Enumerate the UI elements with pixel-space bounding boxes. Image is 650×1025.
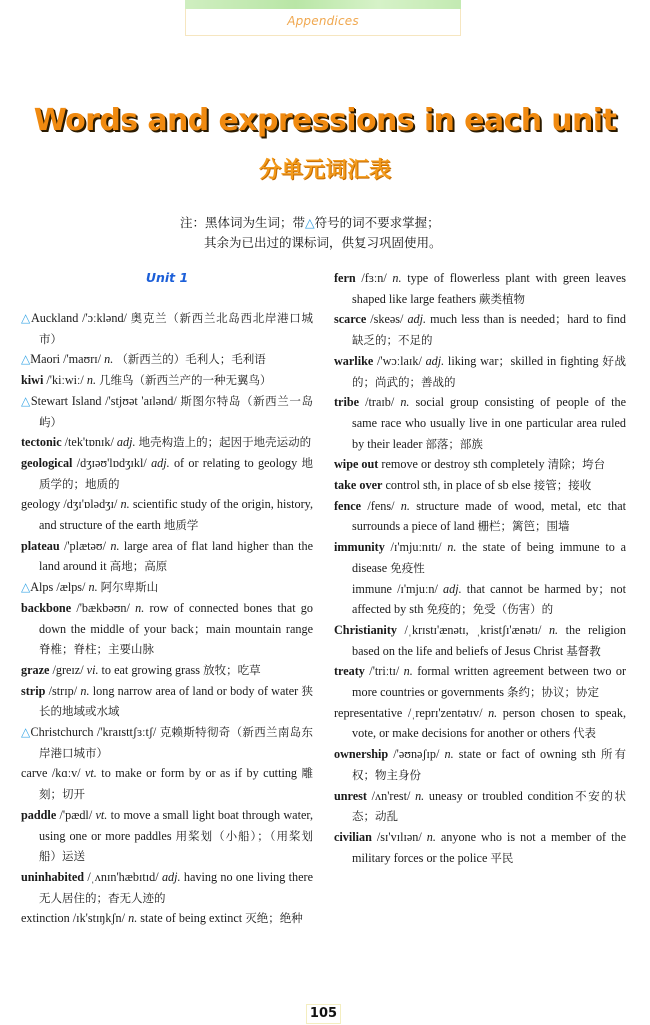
entry-part-of-speech: n. [135, 600, 145, 615]
vocabulary-entry [334, 475, 626, 496]
entry-headword: Christianity [334, 622, 397, 637]
entry-phonetic: /ˌkrɪstɪ'ænətɪ, ˌkristʃɪ'ænətɪ/ [396, 622, 549, 637]
header-section-tab [185, 9, 461, 36]
vocabulary-entry [21, 867, 313, 908]
entry-chinese-translation: 免疫性 [390, 560, 425, 575]
entry-phonetic: /ˌreprɪ'zentətɪv/ [402, 705, 489, 720]
note-text: 注：黑体词为生词；带 [180, 215, 306, 230]
entry-part-of-speech: n. [548, 622, 559, 637]
entry-chinese-translation: 几维鸟（新西兰产的一种无翼鸟） [99, 373, 272, 388]
entry-definition: liking war；skilled in fighting [444, 353, 603, 368]
entry-phonetic: /'maʊrɪ/ [60, 352, 105, 367]
entry-part-of-speech: n. [447, 540, 457, 555]
entry-headword: unrest [334, 788, 367, 803]
entry-chinese-translation: 栅栏；篱笆；围墙 [477, 519, 570, 534]
vocabulary-entry [334, 351, 626, 392]
vocabulary-entry [334, 392, 626, 454]
entry-headword: graze [21, 662, 50, 677]
vocabulary-entry [21, 805, 313, 867]
vocabulary-entry [21, 577, 313, 598]
entry-part-of-speech: n. [400, 395, 410, 410]
entry-part-of-speech: vi. [86, 662, 99, 677]
entry-chinese-translation: （新西兰的）毛利人；毛利语 [116, 352, 266, 367]
entry-headword: representative [334, 705, 403, 720]
entry-part-of-speech: n. [80, 683, 90, 698]
triangle-icon: △ [21, 352, 31, 367]
entry-part-of-speech: adj. [407, 312, 427, 327]
entry-phonetic: /ɪ'mjuːn/ [391, 581, 443, 596]
entry-headword: Stewart Island [30, 393, 102, 408]
section-label: Appendices [287, 14, 359, 28]
vocabulary-entry [334, 579, 626, 620]
vocabulary-entry [334, 309, 626, 350]
entry-headword: tectonic [21, 435, 62, 450]
entry-phonetic: /ˌʌnɪn'hæbɪtɪd/ [84, 869, 162, 884]
page-number: 105 [306, 1004, 341, 1024]
entry-part-of-speech: adj. [116, 435, 136, 450]
entry-phonetic: /'stjʊət 'aɪlənd/ [101, 393, 181, 408]
vocabulary-entry [21, 453, 313, 494]
entry-headword: fence [334, 498, 362, 513]
note-text: 符号的词不要求掌握； [314, 215, 440, 230]
entry-part-of-speech: adj. [425, 353, 445, 368]
entry-phonetic: /dʒɪ'ɒlədʒɪ/ [60, 497, 121, 512]
vocabulary-entry [334, 268, 626, 309]
entry-part-of-speech: n. [488, 705, 498, 720]
entry-definition: the state of being immune to a disease [352, 540, 626, 575]
entry-definition: that cannot be harmed by；not affected by sth [352, 581, 626, 617]
entry-phonetic: /'kiːwiː/ [43, 373, 87, 388]
entry-chinese-translation: 奥克兰（新西兰北岛西北岸港口城市） [39, 311, 314, 346]
triangle-icon: △ [21, 725, 31, 740]
entry-definition: social group consisting of people of the same race who usually live in one particular area ruled by their leader [352, 395, 626, 451]
entry-definition: person chosen to speak, vote, or make decisions for another or others [352, 705, 626, 741]
entry-phonetic: /'pædl/ [56, 807, 96, 822]
vocabulary-entry [21, 308, 313, 349]
header-decorative-band [185, 0, 461, 9]
entry-definition: formal written agreement between two or more countries or governments [352, 664, 626, 700]
entry-part-of-speech: n. [104, 352, 114, 367]
entry-headword: immunity [334, 540, 385, 555]
entry-headword: uninhabited [21, 869, 85, 884]
entry-phonetic: /'ɔːklənd/ [78, 311, 131, 325]
usage-note-line-2: 其余为已出过的课标词，供复习巩固使用。 [204, 235, 442, 250]
vocabulary-entry [21, 391, 313, 432]
entry-chinese-translation: 放牧；吃草 [203, 662, 261, 677]
entry-chinese-translation: 地质学的；地质的 [39, 455, 313, 491]
vocabulary-entry [334, 827, 626, 868]
entry-phonetic: /'triːtɪ/ [364, 664, 404, 679]
entry-headword: plateau [21, 538, 60, 553]
entry-phonetic: /fɜːn/ [355, 271, 393, 285]
vocabulary-column-right [334, 268, 626, 868]
entry-headword: warlike [334, 353, 374, 368]
entry-definition: structure made of wood, metal, etc that surrounds a piece of land [352, 498, 626, 534]
entry-definition: anyone who is not a member of the military forces or the police [352, 829, 626, 865]
vocabulary-entry [334, 661, 626, 702]
entry-chinese-translation: 地质学 [163, 518, 199, 533]
entry-part-of-speech: adj. [151, 455, 170, 470]
entry-chinese-translation: 雕刻；切开 [39, 766, 313, 802]
entry-chinese-translation: 条约；协议；协定 [507, 685, 600, 700]
entry-definition: type of flowerless plant with green leaves shaped like large feathers [352, 271, 626, 306]
entry-headword: Christchurch [30, 725, 94, 740]
triangle-icon: △ [21, 311, 31, 325]
entry-part-of-speech: n. [403, 664, 413, 679]
entry-part-of-speech: adj. [443, 581, 462, 596]
entry-phonetic: /'bækbəʊn/ [71, 600, 136, 615]
entry-part-of-speech: vt. [95, 807, 108, 822]
entry-phonetic: /ɪk'stɪŋkʃn/ [69, 911, 129, 926]
entry-chinese-translation: 斯图尔特岛（新西兰一岛屿） [39, 393, 313, 429]
entry-headword: ownership [334, 747, 389, 762]
vocabulary-entry [21, 370, 313, 391]
entry-headword: carve [21, 766, 48, 781]
entry-headword: geological [21, 455, 73, 470]
entry-chinese-translation: 蕨类植物 [479, 291, 526, 306]
entry-phonetic: /greɪz/ [49, 662, 87, 677]
entry-chinese-translation: 免疫的；免受（伤害）的 [426, 602, 554, 617]
entry-part-of-speech: n. [426, 829, 436, 844]
entry-part-of-speech: n. [392, 271, 402, 285]
entry-phonetic: /ælps/ [53, 580, 89, 595]
entry-part-of-speech: n. [415, 788, 425, 803]
entry-part-of-speech: n. [88, 580, 98, 595]
triangle-icon: △ [21, 393, 31, 408]
vocabulary-entry [334, 703, 626, 744]
entry-phonetic: /sɪ'vɪlɪən/ [371, 829, 427, 844]
entry-chinese-translation: 灭绝；绝种 [245, 911, 303, 926]
entry-chinese-translation: 所有权；物主身份 [352, 747, 627, 782]
entry-chinese-translation: 阿尔卑斯山 [100, 580, 159, 595]
vocabulary-column-left [21, 268, 313, 929]
vocabulary-entry [334, 496, 626, 537]
entry-part-of-speech: n. [400, 498, 410, 513]
entry-headword: tribe [334, 395, 360, 410]
vocabulary-entry [21, 660, 313, 681]
entry-phonetic: /ʌn'rest/ [366, 788, 416, 803]
entry-headword: Alps [30, 580, 54, 595]
entry-chinese-translation: 无人居住的；杳无人迹的 [39, 890, 166, 905]
entry-part-of-speech: n. [444, 747, 454, 762]
entry-chinese-translation: 平民 [490, 850, 514, 865]
entry-phonetic: /strɪp/ [45, 683, 81, 698]
entry-chinese-translation: 用桨划（小船）；（用桨划船）运送 [39, 828, 314, 864]
entry-headword: scarce [334, 312, 367, 327]
entry-chinese-translation: 脊椎；脊柱；主要山脉 [39, 642, 154, 657]
entry-headword: strip [21, 683, 46, 698]
triangle-icon: △ [305, 215, 315, 230]
entry-phonetic: /dʒɪəʊ'lɒdʒɪkl/ [72, 455, 152, 470]
entry-chinese-translation: 接管；接收 [533, 478, 592, 493]
entry-chinese-translation: 好战的；尚武的；善战的 [352, 353, 627, 389]
vocabulary-entry [21, 349, 313, 370]
entry-chinese-translation: 基督教 [566, 643, 601, 658]
vocabulary-entry [21, 681, 313, 722]
vocabulary-entry [334, 454, 626, 475]
entry-headword: geology [21, 497, 61, 512]
entry-part-of-speech: adj. [161, 869, 181, 884]
entry-chinese-translation: 部落；部族 [425, 436, 483, 451]
entry-definition: control sth, in place of sb else [385, 478, 534, 493]
entry-headword: fern [334, 271, 356, 285]
entry-definition: remove or destroy sth completely [381, 457, 548, 472]
entry-headword: civilian [334, 829, 372, 844]
vocabulary-entry [334, 537, 626, 578]
entry-phonetic: /tek'tɒnɪk/ [61, 435, 117, 450]
entry-phonetic: /kɑːv/ [47, 766, 86, 781]
entry-part-of-speech: n. [120, 497, 130, 512]
entry-chinese-translation: 代表 [573, 726, 596, 741]
entry-headword: treaty [334, 664, 365, 679]
vocabulary-entry [21, 908, 313, 929]
entry-chinese-translation: 狭长的地域或水域 [39, 683, 313, 719]
entry-chinese-translation: 缺乏的；不足的 [352, 333, 433, 348]
vocabulary-entry [21, 598, 313, 660]
vocabulary-entry [21, 763, 313, 804]
vocabulary-entry [334, 620, 626, 661]
vocabulary-entry [334, 744, 626, 785]
entry-definition: the religion based on the life and beliefs of Jesus Christ [352, 622, 626, 658]
vocabulary-entry [334, 786, 626, 827]
entry-headword: take over [334, 478, 383, 493]
vocabulary-entry [21, 536, 313, 577]
entry-headword: extinction [21, 911, 70, 926]
entry-phonetic: /'kraɪsttʃɜːtʃ/ [93, 725, 160, 740]
usage-note-line-1 [180, 213, 500, 233]
entry-chinese-translation: 清除；垮台 [547, 457, 606, 472]
vocabulary-entry [21, 432, 313, 453]
entry-chinese-translation: 克赖斯特彻奇（新西兰南岛东岸港口城市） [39, 725, 313, 760]
entry-headword: immune [352, 581, 392, 596]
vocabulary-entry [21, 494, 313, 535]
entry-definition: much less than is needed；hard to find [426, 312, 626, 327]
entry-headword: paddle [21, 807, 57, 822]
entry-phonetic: /'əʊnəʃɪp/ [388, 747, 445, 762]
entry-definition: to move a small light boat through water, using one or more paddles [39, 807, 313, 843]
entry-phonetic: /'wɔːlaɪk/ [373, 353, 426, 368]
entry-chinese-translation: 高地；高原 [109, 559, 168, 574]
entry-part-of-speech: n. [128, 911, 138, 926]
entry-definition: row of connected bones that go down the middle of your back；main mountain range [39, 600, 313, 636]
entry-phonetic: /ɪ'mjuːnɪtɪ/ [384, 540, 448, 555]
entry-definition: to make or form by or as if by cutting [96, 766, 302, 781]
entry-phonetic: /skeəs/ [366, 312, 408, 327]
page-subtitle-chinese: 分单元词汇表 [258, 157, 391, 183]
entry-definition: scientific study of the origin, history, and structure of the earth [39, 497, 314, 533]
entry-phonetic: /fens/ [361, 498, 401, 513]
entry-chinese-translation: 不安的状态；动乱 [352, 788, 626, 824]
usage-note [180, 213, 500, 253]
entry-chinese-translation: 地壳构造上的；起因于地壳运动的 [138, 435, 312, 450]
entry-headword: Auckland [30, 311, 79, 325]
triangle-icon: △ [21, 580, 31, 595]
entry-phonetic: /'plætəʊ/ [59, 538, 111, 553]
entry-definition: large area of flat land higher than the land around it [39, 538, 314, 574]
page-title: Words and expressions in each unit [33, 103, 617, 138]
entry-definition: having no one living there [180, 869, 313, 884]
entry-phonetic: /traɪb/ [359, 395, 401, 410]
entry-definition: uneasy or troubled condition [424, 788, 574, 803]
entry-part-of-speech: n. [86, 373, 97, 388]
vocabulary-entry [21, 722, 313, 763]
entry-definition: long narrow area of land or body of water [89, 683, 302, 698]
entry-definition: to eat growing grass [98, 662, 204, 677]
entry-definition: state or fact of owning sth [453, 747, 601, 762]
unit-heading: Unit 1 [145, 270, 189, 285]
entry-definition: state of being extinct [137, 911, 246, 926]
entry-headword: kiwi [21, 373, 44, 388]
entry-part-of-speech: vt. [85, 766, 97, 781]
entry-headword: wipe out [334, 457, 379, 472]
entry-headword: backbone [21, 600, 72, 615]
entry-headword: Maori [30, 352, 61, 367]
entry-part-of-speech: n. [110, 538, 120, 553]
entry-definition: of or relating to geology [169, 455, 302, 470]
